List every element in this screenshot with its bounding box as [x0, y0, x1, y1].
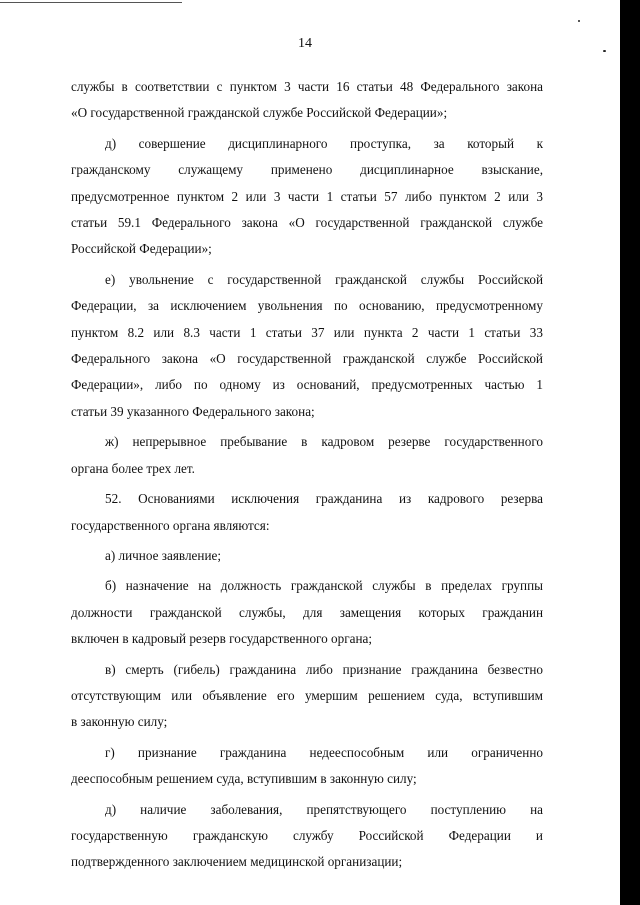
- paragraph-section-52: [71, 486, 543, 539]
- paragraph-item-g: [71, 740, 543, 793]
- paragraph-item-zh-reserve-term: [71, 429, 543, 482]
- paragraph-item-v: [71, 657, 543, 736]
- text-line: государственного органа являются:: [71, 517, 270, 533]
- text-line: «О государственной гражданской службе Российской Федерации»;: [71, 105, 448, 121]
- text-line: Федерации», либо по одному из оснований, предусмотренных частью 1: [71, 377, 543, 393]
- text-line: Федерации, за исключением увольнения по основанию, предусмотренному: [71, 298, 543, 314]
- text-line: а) личное заявление;: [105, 547, 222, 563]
- text-line: государственную гражданскую службу Российской Федерации и: [71, 827, 543, 843]
- text-line: Российской Федерации»;: [71, 241, 212, 257]
- paragraph-item-a: [71, 543, 543, 569]
- text-line: 52. Основаниями исключения гражданина из кадрового резерва: [105, 491, 543, 507]
- document-body: [71, 74, 543, 880]
- text-line: д) совершение дисциплинарного проступка, за который к: [105, 135, 543, 151]
- text-line: в законную силу;: [71, 714, 168, 730]
- text-line: в) смерть (гибель) гражданина либо признание гражданина безвестно: [105, 661, 543, 677]
- text-line: г) признание гражданина недееспособным или ограниченно: [105, 744, 543, 760]
- text-line: должности гражданской службы, для замещения которых гражданин: [71, 604, 543, 620]
- paragraph-continuation: [71, 74, 543, 127]
- paragraph-item-d-misconduct: [71, 131, 543, 263]
- text-line: е) увольнение с государственной гражданской службы Российской: [105, 271, 543, 287]
- text-line: статьи 59.1 Федерального закона «О государственной гражданской службе: [71, 215, 543, 231]
- text-line: отсутствующим или объявление его умершим решением суда, вступившим: [71, 687, 543, 703]
- scan-edge-bar: [620, 0, 640, 905]
- text-line: пунктом 8.2 или 8.3 части 1 статьи 37 или пункта 2 части 1 статьи 33: [71, 324, 543, 340]
- text-line: включен в кадровый резерв государственного органа;: [71, 631, 373, 647]
- text-line: д) наличие заболевания, препятствующего поступлению на: [105, 801, 543, 817]
- text-line: статьи 39 указанного Федерального закона;: [71, 403, 315, 419]
- text-line: службы в соответствии с пунктом 3 части 16 статьи 48 Федерального закона: [71, 79, 543, 94]
- text-line: предусмотренное пунктом 2 или 3 части 1 статьи 57 либо пунктом 2 или 3: [71, 188, 543, 204]
- page-number: 14: [298, 36, 312, 51]
- scan-speck: [578, 20, 580, 22]
- paragraph-item-d-illness: [71, 797, 543, 876]
- text-line: ж) непрерывное пребывание в кадровом резерве государственного: [105, 434, 543, 450]
- text-line: гражданскому служащему применено дисциплинарное взыскание,: [71, 162, 543, 178]
- scan-top-rule: [0, 2, 182, 3]
- text-line: б) назначение на должность гражданской службы в пределах группы: [105, 578, 543, 594]
- text-line: Федерального закона «О государственной гражданской службе Российской: [71, 351, 543, 367]
- text-line: органа более трех лет.: [71, 460, 195, 476]
- paragraph-item-b: [71, 573, 543, 652]
- paragraph-item-e-dismissal: [71, 267, 543, 425]
- text-line: дееспособным решением суда, вступившим в законную силу;: [71, 771, 417, 787]
- text-line: подтвержденного заключением медицинской организации;: [71, 854, 403, 870]
